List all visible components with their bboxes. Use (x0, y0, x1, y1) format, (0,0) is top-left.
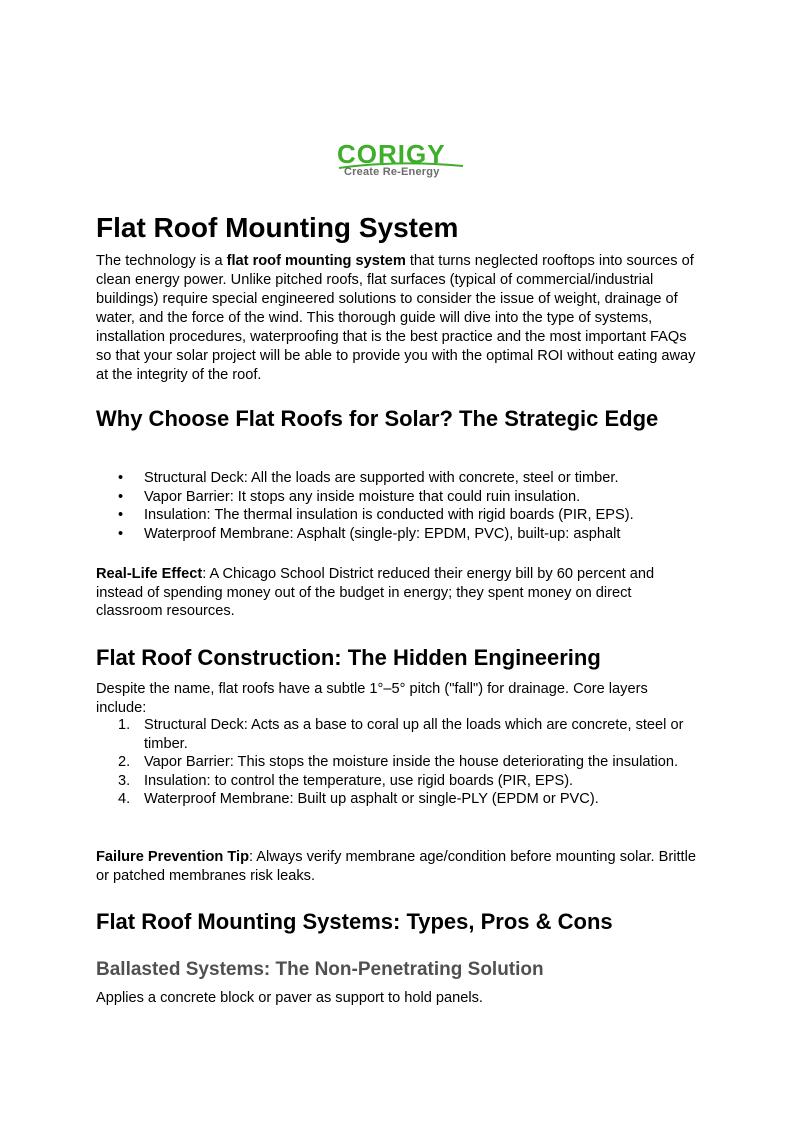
intro-paragraph: The technology is a flat roof mounting system that turns neglected rooftops into sources of clean energy power. Unlike pitched roofs, flat surfaces (typical of commercial/industrial buildings) require special engineered solutions to consider the issue of weight, drainage of water, and the force of the wind. This thorough guide will dive into the type of systems, installation procedures, waterproofing that is the best practice and the most important FAQs so that your solar project will be able to provide you with the optimal ROI without eating away at the integrity of the roof. (96, 253, 696, 383)
subheading-ballasted-systems: Ballasted Systems: The Non-Penetrating Solution (96, 959, 544, 980)
construction-layers-numbered-list (96, 716, 700, 809)
list-item: • Waterproof Membrane: Asphalt (single-ply: EPDM, PVC), built-up: asphalt (118, 525, 621, 542)
failure-prevention-paragraph: Failure Prevention Tip: Always verify membrane age/condition before mounting solar. Brittle or patched membranes risk leaks. (96, 849, 696, 884)
list-item: • Structural Deck: All the loads are supported with concrete, steel or timber. (118, 470, 619, 486)
list-item: 4. Waterproof Membrane: Built up asphalt or single-PLY (EPDM or PVC). (118, 791, 599, 807)
section-heading-why-flat-roofs: Why Choose Flat Roofs for Solar? The Strategic Edge (96, 406, 659, 431)
list-item: • Insulation: The thermal insulation is conducted with rigid boards (PIR, EPS). (118, 507, 634, 523)
logo-brand: CORIGY (337, 139, 446, 169)
list-item: 3. Insulation: to control the temperature, use rigid boards (PIR, EPS). (118, 772, 574, 789)
intro-bold-term: flat roof mounting system (226, 253, 406, 269)
page-title: Flat Roof Mounting System (96, 212, 459, 243)
ballasted-description: Applies a concrete block or paver as support to hold panels. (96, 990, 483, 1006)
list-item: 2. Vapor Barrier: This stops the moisture inside the house deteriorating the insulation. (118, 754, 679, 770)
failure-prevention-label: Failure Prevention Tip (96, 849, 249, 865)
list-item: • Vapor Barrier: It stops any inside moisture that could ruin insulation. (118, 488, 581, 505)
real-life-effect-label: Real-Life Effect (96, 566, 203, 582)
construction-intro-paragraph: Despite the name, flat roofs have a subtle 1°–5° pitch ("fall") for drainage. Core layers include: (96, 681, 648, 716)
list-item: 1. Structural Deck: Acts as a base to coral up all the loads which are concrete, steel or timber. (118, 717, 684, 752)
section-heading-construction: Flat Roof Construction: The Hidden Engineering (96, 645, 601, 670)
roof-layers-bullet-list (96, 469, 700, 543)
logo-tagline: Create Re-Energy (344, 166, 440, 178)
section-heading-mounting-systems: Flat Roof Mounting Systems: Types, Pros & Cons (96, 909, 613, 934)
corigy-logo (337, 140, 467, 182)
real-life-effect-paragraph: Real-Life Effect: A Chicago School District reduced their energy bill by 60 percent and instead of spending money out of the budget in energy; they spent money on direct classroom resources. (96, 566, 655, 619)
